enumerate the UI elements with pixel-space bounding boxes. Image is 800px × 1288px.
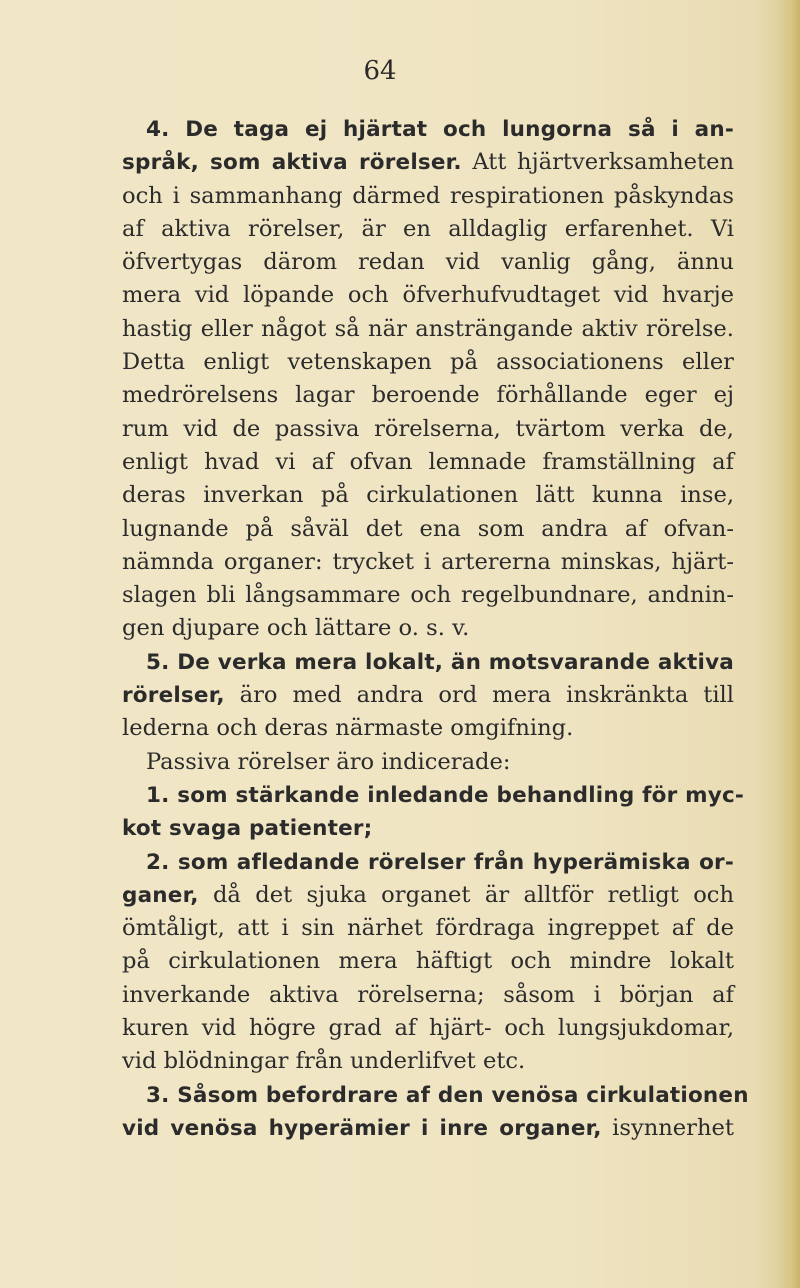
- text-line: [122, 113, 734, 146]
- text-line: [122, 1112, 734, 1145]
- bold-run: 2. som afledande rörelser från hyperämiska or-: [146, 849, 734, 875]
- text-line: [122, 413, 734, 446]
- normal-run: medrörelsens lagar beroende förhållande eger ej: [122, 382, 734, 409]
- normal-run: inverkande aktiva rörelserna; såsom i början af: [122, 981, 734, 1008]
- text-line: [122, 612, 734, 645]
- normal-run: hastig eller något så när ansträngande aktiv rörelse.: [122, 315, 734, 342]
- text-line: [122, 945, 734, 978]
- text-line: [122, 313, 734, 346]
- page-edge-shadow: [778, 0, 800, 1288]
- text-line: [122, 879, 734, 912]
- normal-run: deras inverkan på cirkulationen lätt kunna inse,: [122, 482, 734, 509]
- normal-run: ömtåligt, att i sin närhet fördraga ingreppet af de: [122, 915, 734, 942]
- text-line: [122, 1045, 734, 1078]
- text-line: [122, 346, 734, 379]
- normal-run: nämnda organer: trycket i artererna minskas, hjärt-: [122, 548, 734, 575]
- bold-run: rörelser,: [122, 683, 225, 709]
- bold-run: 1. som stärkande inledande behandling för myc-: [146, 782, 745, 808]
- text-line: [122, 1012, 734, 1045]
- normal-run: äro med andra ord mera inskränkta till: [224, 682, 734, 709]
- text-line: [122, 712, 734, 745]
- normal-run: af aktiva rörelser, är en alldaglig erfarenhet. Vi: [122, 215, 734, 242]
- text-line: [122, 379, 734, 412]
- normal-run: på cirkulationen mera häftigt och mindre lokalt: [122, 948, 734, 975]
- normal-run: lugnande på såväl det ena som andra af ofvan-: [122, 515, 734, 542]
- normal-run: kuren vid högre grad af hjärt- och lungsjukdomar,: [122, 1015, 734, 1042]
- text-line: [122, 479, 734, 512]
- normal-run: rum vid de passiva rörelserna, tvärtom verka de,: [122, 415, 734, 442]
- text-line: [122, 279, 734, 312]
- bold-run: 4. De taga ej hjärtat och lungorna så i an-: [146, 117, 734, 142]
- body-text: [122, 113, 749, 1145]
- text-line: [122, 746, 734, 779]
- normal-run: mera vid löpande och öfverhufvudtaget vid hvarje: [122, 282, 734, 309]
- text-line: [122, 180, 734, 213]
- normal-run: Passiva rörelser äro indicerade:: [146, 748, 511, 775]
- text-line: [122, 846, 734, 879]
- text-line: [122, 513, 734, 546]
- normal-run: isynnerhet: [601, 1114, 734, 1141]
- bold-run: ganer,: [122, 882, 199, 908]
- normal-run: då det sjuka organet är alltför retligt och: [198, 881, 734, 908]
- bold-run: 5. De verka mera lokalt, än motsvarande aktiva: [146, 649, 734, 675]
- bold-run: 3. Såsom befordrare af den venösa cirkulationen: [146, 1082, 749, 1108]
- normal-run: slagen bli långsammare och regelbundnare, andnin-: [122, 582, 734, 609]
- bold-run: vid venösa hyperämier i inre organer,: [122, 1115, 602, 1141]
- text-line: [122, 646, 734, 679]
- normal-run: Att hjärtverksamheten: [461, 149, 734, 176]
- normal-run: öfvertygas därom redan vid vanlig gång, ännu: [122, 249, 734, 276]
- text-line: [122, 446, 734, 479]
- text-line: [122, 1079, 749, 1112]
- normal-run: vid blödningar från underlifvet etc.: [122, 1048, 526, 1075]
- text-line: [122, 579, 734, 612]
- normal-run: Detta enligt vetenskapen på associationens eller: [122, 349, 734, 376]
- text-line: [122, 679, 734, 712]
- text-line: [122, 146, 734, 179]
- text-line: [122, 912, 734, 945]
- text-line: [122, 546, 734, 579]
- text-line: [122, 812, 734, 845]
- text-line: [122, 246, 734, 279]
- normal-run: lederna och deras närmaste omgifning.: [122, 715, 574, 742]
- bold-run: språk, som aktiva rörelser.: [122, 150, 462, 176]
- text-line: [122, 979, 734, 1012]
- page-number: 64: [363, 56, 397, 86]
- bold-run: kot svaga patienter;: [122, 816, 373, 842]
- normal-run: gen djupare och lättare o. s. v.: [122, 615, 470, 642]
- normal-run: enligt hvad vi af ofvan lemnade framställning af: [122, 448, 734, 475]
- text-line: [122, 779, 745, 812]
- normal-run: och i sammanhang därmed respirationen påskyndas: [122, 182, 734, 209]
- text-line: [122, 213, 734, 246]
